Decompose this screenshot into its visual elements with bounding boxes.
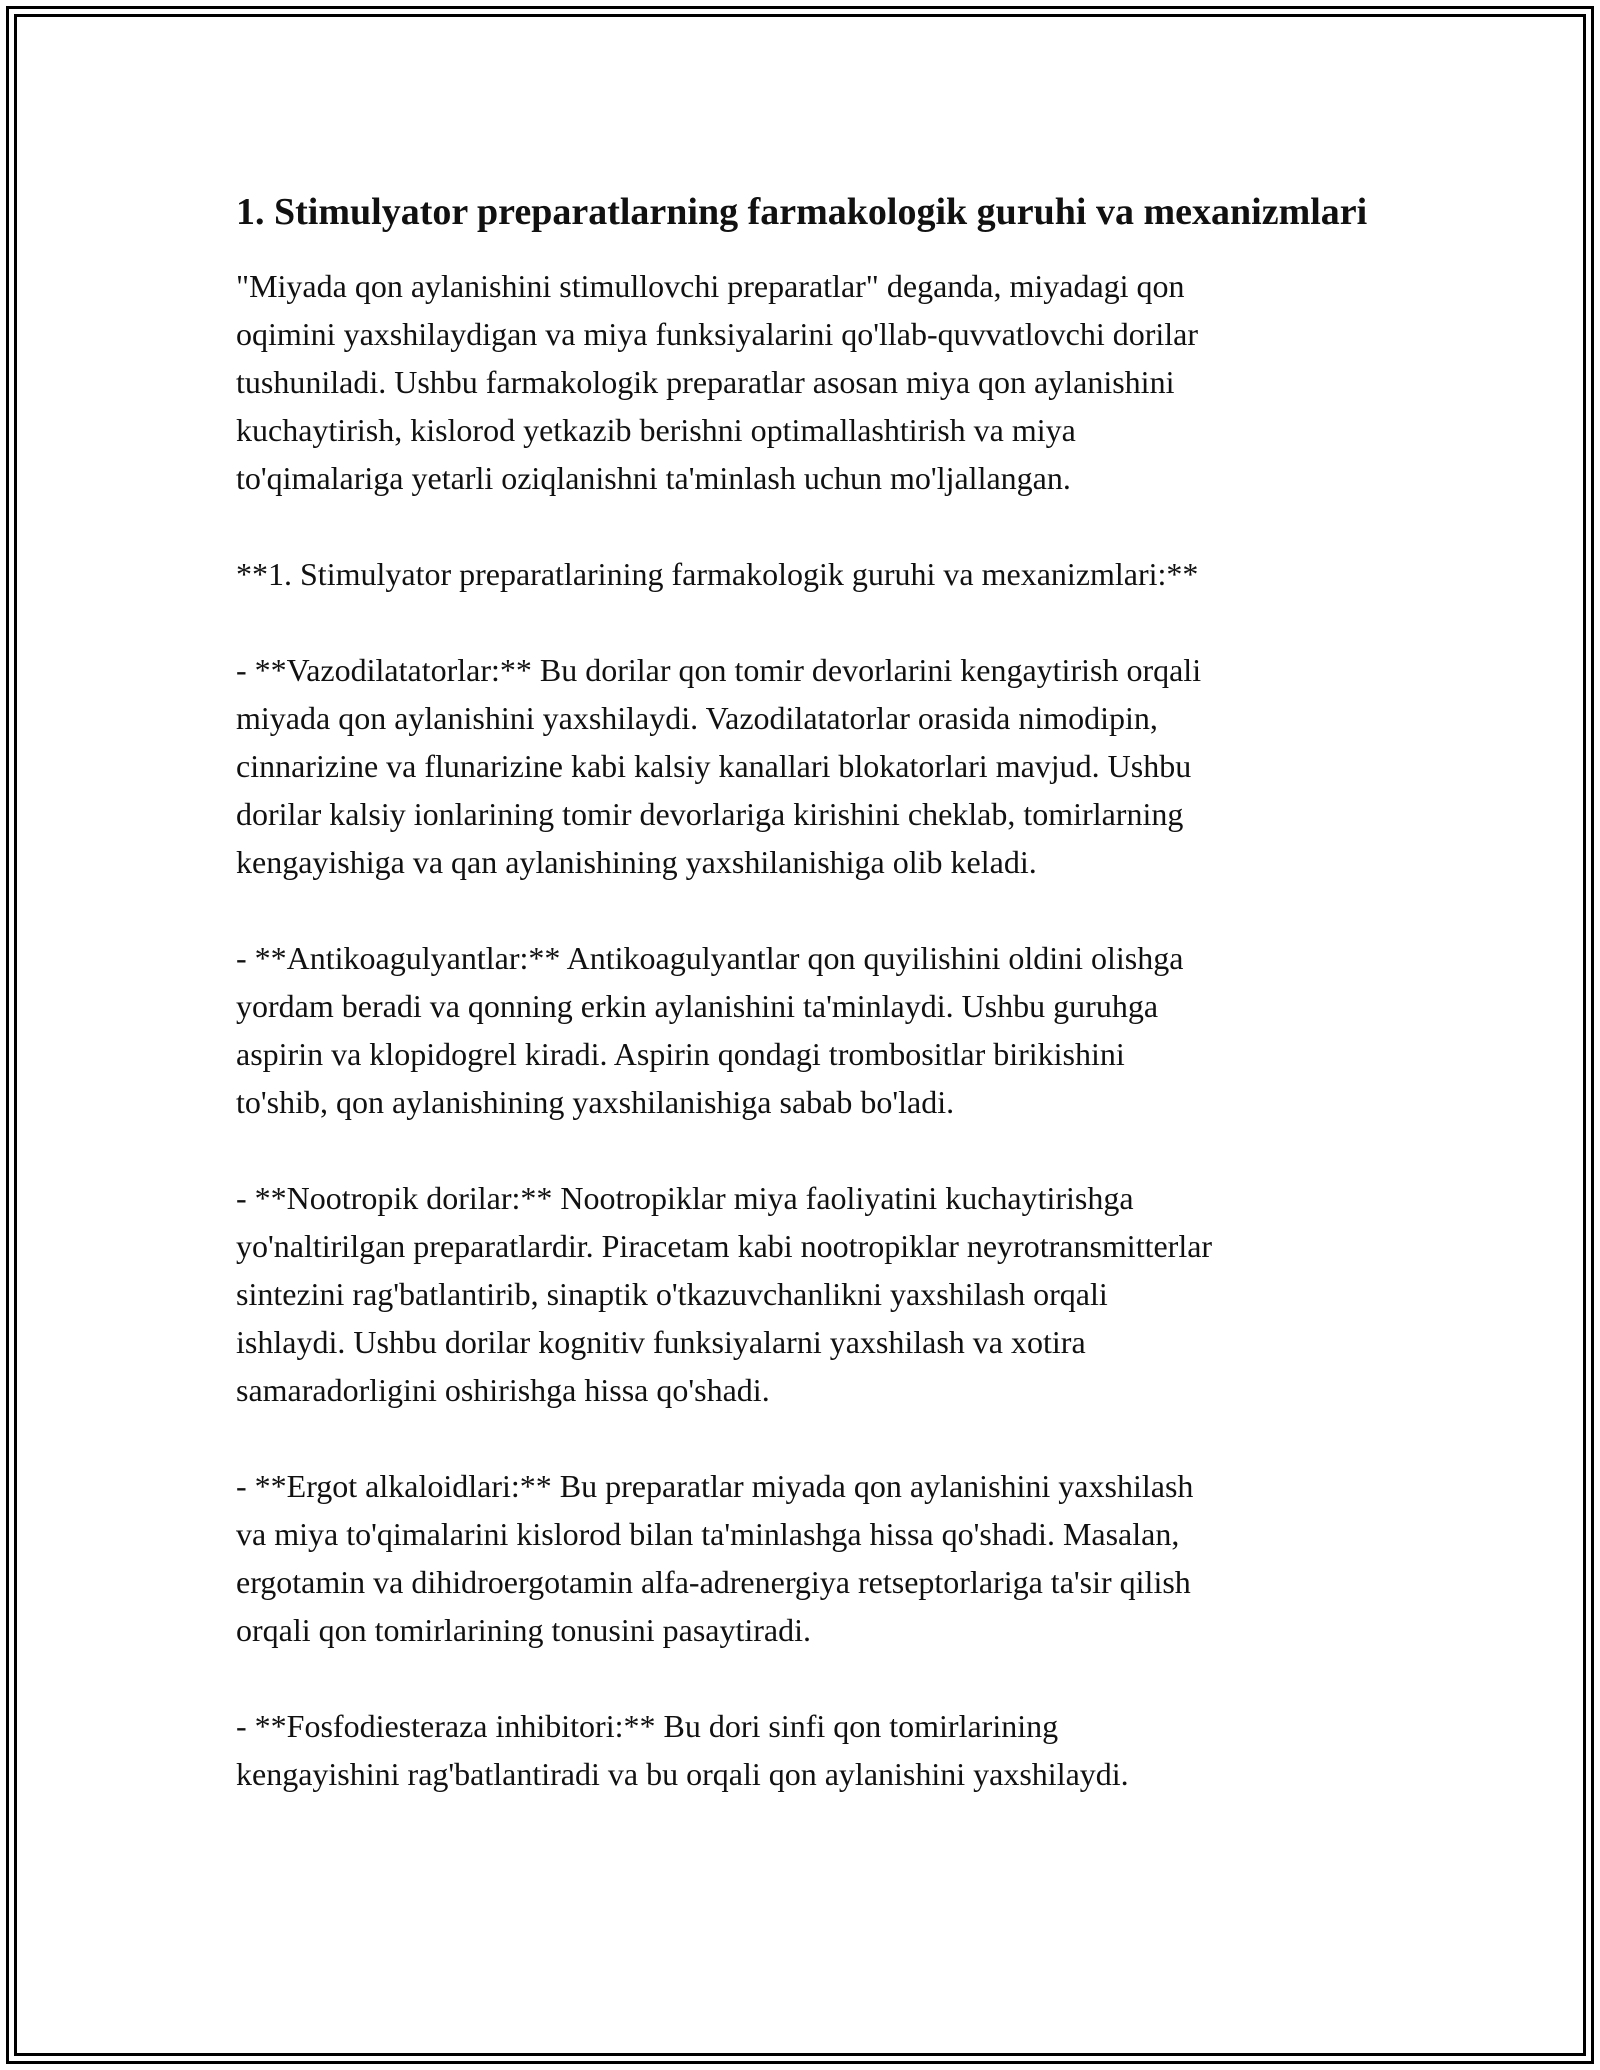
antikoagulyantlar-paragraph: - **Antikoagulyantlar:** Antikoagulyantlar qon quyilishini oldini olishga yordam beradi va qonning erkin aylanishini ta'minlaydi. Ushbu guruhga aspirin va klopidogrel kiradi. Aspirin qondagi trombositlar birikishini to'shib, qon aylanishining yaxshilanishiga sabab bo'ladi. <box>236 940 1184 1120</box>
section-heading-paragraph: **1. Stimulyator preparatlarining farmakologik guruhi va mexanizmlari:** <box>236 556 1199 592</box>
fosfodiesteraza-paragraph: - **Fosfodiesteraza inhibitori:** Bu dori sinfi qon tomirlarining kengayishini rag'batlantiradi va bu orqali qon aylanishini yaxshilaydi. <box>236 1708 1129 1792</box>
document-body <box>236 185 1386 1846</box>
vazodilatatorlar-paragraph: - **Vazodilatatorlar:** Bu dorilar qon tomir devorlarini kengaytirish orqali miyada qon aylanishini yaxshilaydi. Vazodilatatorlar orasida nimodipin, cinnarizine va flunarizine kabi kalsiy kanallari blokatorlari mavjud. Ushbu dorilar kalsiy ionlarining tomir devorlariga kirishini cheklab, tomirlarning kengayishiga va qan aylanishining yaxshilanishiga olib keladi. <box>236 652 1202 880</box>
ergot-alkaloidlari-paragraph: - **Ergot alkaloidlari:** Bu preparatlar miyada qon aylanishini yaxshilash va miya to'qimalarini kislorod bilan ta'minlashga hissa qo'shadi. Masalan, ergotamin va dihidroergotamin alfa-adrenergiya retseptorlariga ta'sir qilish orqali qon tomirlarining tonusini pasaytiradi. <box>236 1468 1194 1648</box>
document-title: 1. Stimulyator preparatlarning farmakologik guruhi va mexanizmlari <box>236 191 1368 233</box>
nootropik-paragraph: - **Nootropik dorilar:** Nootropiklar miya faoliyatini kuchaytirishga yo'naltirilgan preparatlardir. Piracetam kabi nootropiklar neyrotransmitterlar sintezini rag'batlantirib, sinaptik o'tkazuvchanlikni yaxshilash orqali ishlaydi. Ushbu dorilar kognitiv funksiyalarni yaxshilash va xotira samaradorligini oshirishga hissa qo'shadi. <box>236 1180 1213 1408</box>
intro-paragraph: "Miyada qon aylanishini stimullovchi preparatlar" deganda, miyadagi qon oqimini yaxshilaydigan va miya funksiyalarini qo'llab-quvvatlovchi dorilar tushuniladi. Ushbu farmakologik preparatlar asosan miya qon aylanishini kuchaytirish, kislorod yetkazib berishni optimallashtirish va miya to'qimalariga yetarli oziqlanishni ta'minlash uchun mo'ljallangan. <box>236 268 1198 496</box>
